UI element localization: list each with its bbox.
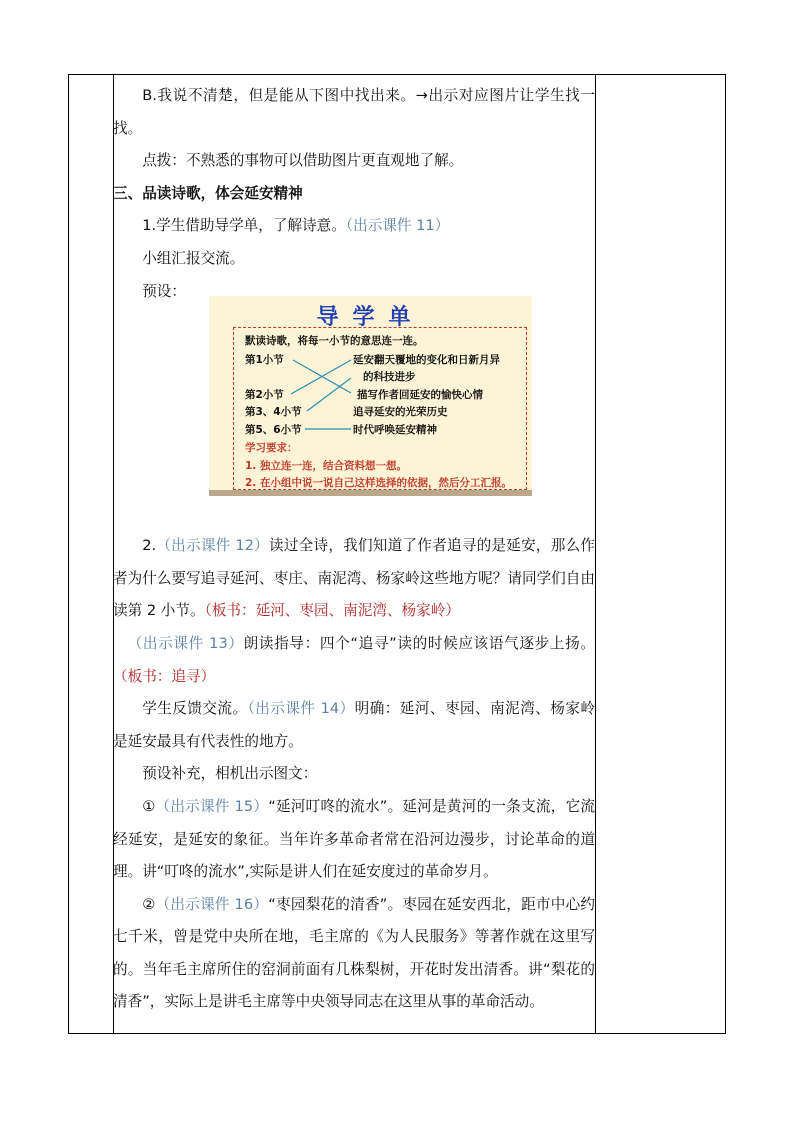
supplement: 预设补充，相机出示图文： xyxy=(142,765,318,783)
slide-cue-12: （出示课件 12） xyxy=(156,537,270,555)
guide-right-4: 时代呼唤延安精神 xyxy=(353,424,437,436)
content-1 xyxy=(113,791,595,889)
content-2-mark: ② xyxy=(142,895,156,913)
preset-label: 预设： xyxy=(142,282,186,300)
content-1-mark: ① xyxy=(142,797,156,815)
item-1 xyxy=(113,210,595,243)
item-2 xyxy=(113,530,595,628)
feedback-text: 学生反馈交流。 xyxy=(142,700,248,718)
item-2b-text: 朗读指导：四个“追寻”读的时候应该语气逐步上扬。 xyxy=(243,634,595,652)
guide-title: 导学单 xyxy=(316,305,425,330)
content-2 xyxy=(113,889,595,1019)
match-line-3 xyxy=(307,378,351,411)
board-note-pursuit: （板书：追寻） xyxy=(113,667,216,685)
guide-right-1b: 的科技进步 xyxy=(363,371,416,383)
guide-req-2: 2. 在小组中说一说自己这样选择的依据，然后分工汇报。 xyxy=(245,477,512,489)
item-2-text: 读过全诗，我们知道了作者追寻的是延安，那么作者为什么要写追寻延河、枣庄、南泥湾、杨家岭这些地方呢？请同学们自由读第 2 小节。 xyxy=(113,537,595,620)
para-hint: 点拨：不熟悉的事物可以借助图片更直观地了解。 xyxy=(142,152,464,170)
content-2-text: “枣园梨花的清香”。枣园在延安西北，距市中心约七千米，曾是党中央所在地，毛主席的《为人民服务》等著作就在这里写的。当年毛主席所住的窑洞前面有几株梨树，开花时发出清香。讲“梨花的清香”，实际上是讲毛主席等中央领导同志在这里从事的革命活动。 xyxy=(113,895,595,1011)
guide-left-1: 第1小节 xyxy=(245,354,284,366)
slide-cue-14: （出示课件 14） xyxy=(247,700,355,718)
feedback xyxy=(113,693,595,758)
item-2-num: 2. xyxy=(142,537,157,555)
content-1-text: “延河叮咚的流水”。延河是黄河的一条支流，它流经延安，是延安的象征。当年许多革命者常在沿河边漫步，讨论革命的道理。讲“叮咚的流水”,实际是讲人们在延安度过的革命岁月。 xyxy=(113,797,595,881)
guide-right-3: 追寻延安的光荣历史 xyxy=(353,406,448,418)
guide-req-title: 学习要求： xyxy=(245,442,298,454)
feedback-text-2: 明确：延河、枣园、南泥湾、杨家岭是延安最具有代表性的地方。 xyxy=(113,700,595,750)
guide-bottom-strip xyxy=(209,490,532,496)
column-divider-2 xyxy=(595,75,596,1033)
guide-right-2: 描写作者回延安的愉快心情 xyxy=(357,389,483,401)
slide-cue-13: （出示课件 13） xyxy=(127,634,244,652)
guide-left-3: 第3、4小节 xyxy=(245,406,302,418)
item-2b xyxy=(113,628,595,693)
board-note-places: （板书：延河、枣园、南泥湾、杨家岭） xyxy=(204,602,460,620)
para-option-b: B.我说不清楚，但是能从下图中找出来。→出示对应图片让学生找一找。 xyxy=(113,87,595,137)
guide-left-4: 第5、6小节 xyxy=(245,424,302,436)
slide-cue-11: （出示课件 11） xyxy=(345,217,450,235)
guide-sheet-image xyxy=(209,296,532,496)
match-line-2 xyxy=(291,360,351,394)
guide-right-1: 延安翻天覆地的变化和日新月异 xyxy=(353,354,500,366)
slide-cue-15: （出示课件 15） xyxy=(155,797,269,815)
section-heading: 三、品读诗歌，体会延安精神 xyxy=(113,184,303,202)
group-report: 小组汇报交流。 xyxy=(142,249,245,267)
item-1-text: 1.学生借助导学单，了解诗意。 xyxy=(142,217,346,235)
guide-instruction: 默读诗歌，将每一小节的意思连一连。 xyxy=(245,335,424,347)
guide-req-1: 1. 独立连一连，结合资料想一想。 xyxy=(245,460,407,472)
guide-left-2: 第2小节 xyxy=(245,389,284,401)
lesson-content-cell xyxy=(113,74,595,1019)
slide-cue-16: （出示课件 16） xyxy=(155,895,269,913)
